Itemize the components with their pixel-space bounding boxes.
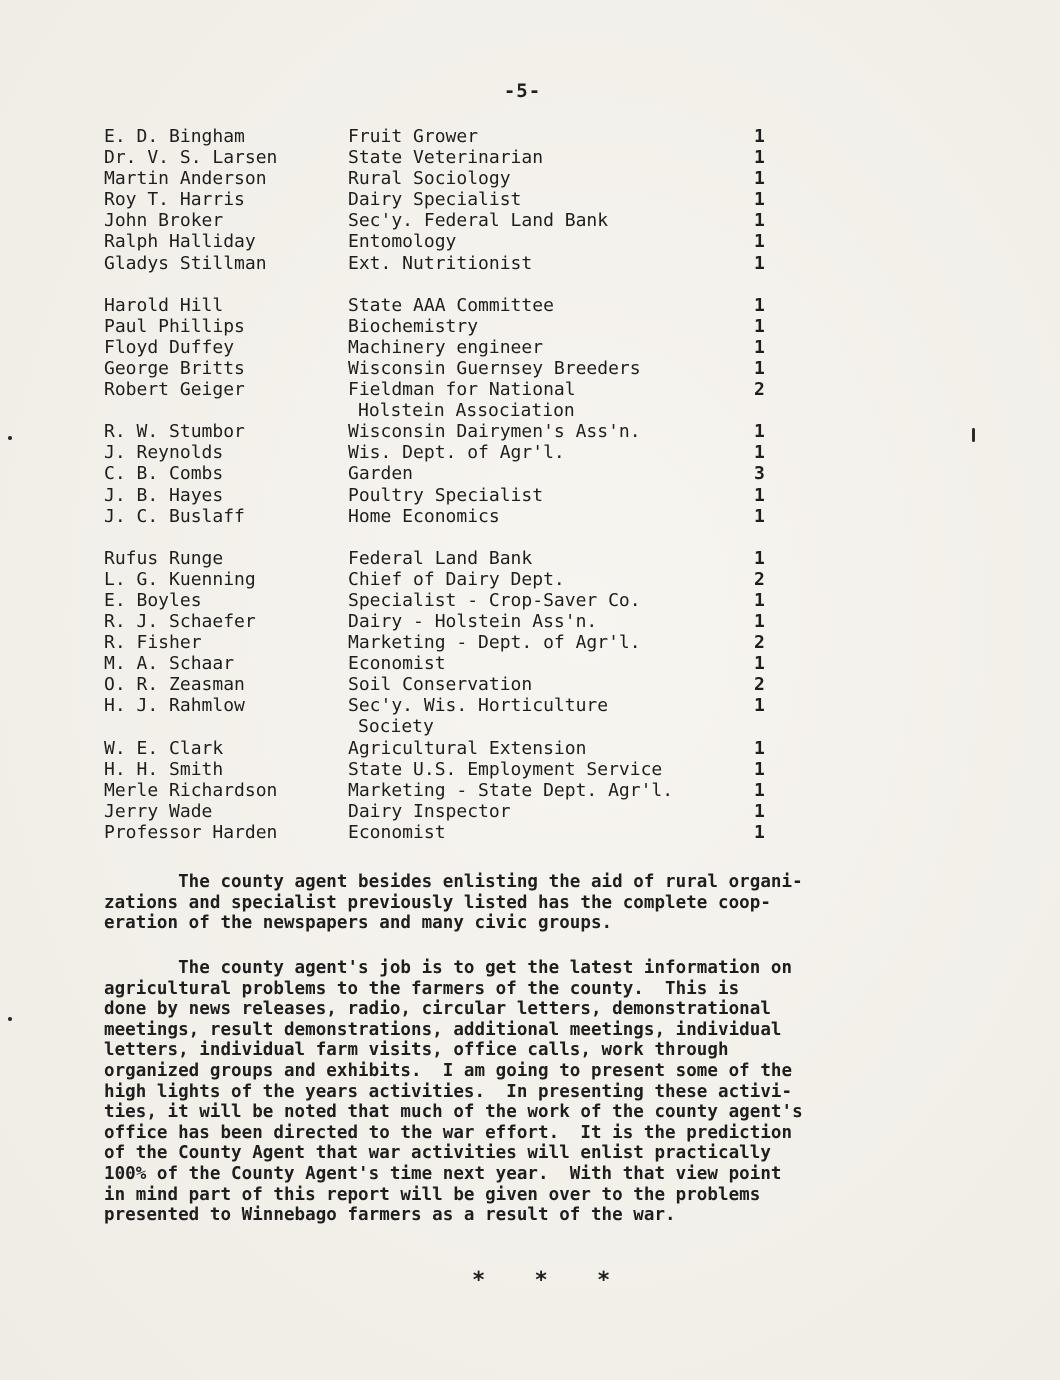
roster-row <box>104 653 784 674</box>
roster-row <box>104 632 784 653</box>
roster-row <box>104 337 784 358</box>
roster-name: Paul Phillips <box>104 315 245 337</box>
paragraph-line: zations and specialist previously listed has the complete coop- <box>104 892 771 913</box>
roster-row <box>104 695 784 716</box>
roster-row <box>104 231 784 252</box>
roster-count: 1 <box>754 779 765 801</box>
roster-count: 1 <box>754 315 765 337</box>
roster-role: Specialist - Crop-Saver Co. <box>348 589 641 611</box>
roster-row <box>104 590 784 611</box>
roster-count: 1 <box>754 653 765 675</box>
roster-name: George Britts <box>104 357 245 379</box>
roster-count: 3 <box>754 463 765 485</box>
roster-role: Biochemistry <box>348 315 479 337</box>
roster-count: 1 <box>754 505 765 527</box>
roster-count: 1 <box>754 800 765 822</box>
roster-count: 1 <box>754 695 765 717</box>
roster-count: 1 <box>754 484 765 506</box>
roster-row <box>104 548 784 569</box>
roster-role: Soil Conservation <box>348 674 533 696</box>
roster-count: 2 <box>754 632 765 654</box>
paragraph-line: in mind part of this report will be given over to the problems <box>104 1184 761 1205</box>
roster-name: R. W. Stumbor <box>104 421 245 443</box>
roster-count: 2 <box>754 674 765 696</box>
roster-role: Ext. Nutritionist <box>348 252 533 274</box>
roster-name: Merle Richardson <box>104 779 278 801</box>
roster-role: Wisconsin Dairymen's Ass'n. <box>348 421 641 443</box>
roster-name: Harold Hill <box>104 294 224 316</box>
roster-count: 1 <box>754 758 765 780</box>
roster-row <box>104 168 784 189</box>
roster-name: M. A. Schaar <box>104 653 235 675</box>
roster-name: L. G. Kuenning <box>104 568 256 590</box>
roster-row <box>104 716 784 737</box>
roster-name: Ralph Halliday <box>104 231 256 253</box>
roster-role: Fieldman for National <box>348 379 576 401</box>
roster-role: Economist <box>348 653 446 675</box>
roster-row <box>104 442 784 463</box>
roster-name: Gladys Stillman <box>104 252 267 274</box>
scan-speck <box>972 428 975 442</box>
roster-name: Professor Harden <box>104 821 278 843</box>
roster-role: Wisconsin Guernsey Breeders <box>348 357 641 379</box>
paragraph-line: organized groups and exhibits. I am going to present some of the <box>104 1060 793 1081</box>
paragraph-line: letters, individual farm visits, office calls, work through <box>104 1040 729 1061</box>
roster-role: Marketing - Dept. of Agr'l. <box>348 632 641 654</box>
roster-row <box>104 738 784 759</box>
roster-count: 1 <box>754 189 765 211</box>
roster-count: 1 <box>754 589 765 611</box>
roster-role: Poultry Specialist <box>348 484 544 506</box>
section-separator: * * * <box>472 1268 629 1293</box>
roster-name: John Broker <box>104 210 224 232</box>
roster-row <box>104 210 784 231</box>
roster-role: State AAA Committee <box>348 294 554 316</box>
roster-name: Jerry Wade <box>104 800 213 822</box>
paragraph-line: The county agent besides enlisting the aid of rural organi- <box>104 872 803 892</box>
roster-row <box>104 189 784 210</box>
roster-count: 1 <box>754 421 765 443</box>
roster-row <box>104 780 784 801</box>
paragraph-line: done by news releases, radio, circular letters, demonstrational <box>104 999 771 1020</box>
roster-count: 1 <box>754 147 765 169</box>
roster-row <box>104 379 784 400</box>
roster-row <box>104 822 784 843</box>
roster-name: R. Fisher <box>104 632 202 654</box>
roster-name: E. Boyles <box>104 589 202 611</box>
roster-role: Machinery engineer <box>348 336 544 358</box>
roster-role: Dairy - Holstein Ass'n. <box>348 610 598 632</box>
roster-count: 1 <box>754 357 765 379</box>
roster-row <box>104 421 784 442</box>
roster-row <box>104 801 784 822</box>
roster-name: J. B. Hayes <box>104 484 224 506</box>
roster-count: 2 <box>754 568 765 590</box>
roster-row <box>104 611 784 632</box>
paragraph-line: presented to Winnebago farmers as a result of the war. <box>104 1205 676 1226</box>
page-number: -5- <box>503 80 542 102</box>
roster-role: Sec'y. Federal Land Bank <box>348 210 609 232</box>
roster-role: Garden <box>348 463 414 485</box>
roster-row <box>104 316 784 337</box>
roster-name: Dr. V. S. Larsen <box>104 147 278 169</box>
paragraph-line: of the County Agent that war activities will enlist practically <box>104 1143 771 1164</box>
roster-row <box>104 126 784 147</box>
roster-role: Marketing - State Dept. Agr'l. <box>348 779 674 801</box>
paragraph-line: agricultural problems to the farmers of the county. This is <box>104 978 740 999</box>
paragraph-line: high lights of the years activities. In presenting these activi- <box>104 1081 793 1102</box>
roster-row <box>104 506 784 527</box>
roster-name: J. Reynolds <box>104 442 224 464</box>
paragraph-county-agent-job <box>104 958 954 1226</box>
roster-count: 1 <box>754 252 765 274</box>
roster-row <box>104 485 784 506</box>
roster-name: W. E. Clark <box>104 737 224 759</box>
roster-count: 1 <box>754 610 765 632</box>
roster-count: 1 <box>754 336 765 358</box>
roster-count: 1 <box>754 210 765 232</box>
roster-count: 1 <box>754 126 765 147</box>
roster-role: Fruit Grower <box>348 126 479 147</box>
roster-name: J. C. Buslaff <box>104 505 245 527</box>
roster-role: Agricultural Extension <box>348 737 587 759</box>
roster-name: E. D. Bingham <box>104 126 245 147</box>
roster-role: Society <box>358 716 434 738</box>
roster-role: State U.S. Employment Service <box>348 758 663 780</box>
roster-role: Economist <box>348 821 446 843</box>
roster-row <box>104 674 784 695</box>
roster-name: H. J. Rahmlow <box>104 695 245 717</box>
roster-count: 1 <box>754 294 765 316</box>
roster-name: Martin Anderson <box>104 168 267 190</box>
roster-name: R. J. Schaefer <box>104 610 256 632</box>
roster-role: State Veterinarian <box>348 147 544 169</box>
scan-speck <box>8 1017 12 1021</box>
roster-row <box>104 253 784 274</box>
roster-name: Robert Geiger <box>104 379 245 401</box>
specialist-roster <box>104 126 784 843</box>
roster-name: Floyd Duffey <box>104 336 235 358</box>
roster-row <box>104 759 784 780</box>
roster-count: 1 <box>754 442 765 464</box>
scan-speck <box>8 436 12 440</box>
roster-row <box>104 295 784 316</box>
roster-row <box>104 463 784 484</box>
paragraph-line: meetings, result demonstrations, additional meetings, individual <box>104 1019 782 1040</box>
roster-role: Dairy Specialist <box>348 189 522 211</box>
paragraph-line: office has been directed to the war effort. It is the prediction <box>104 1122 793 1143</box>
roster-name: H. H. Smith <box>104 758 224 780</box>
roster-name: O. R. Zeasman <box>104 674 245 696</box>
paragraph-line: 100% of the County Agent's time next year. With that view point <box>104 1163 782 1184</box>
paragraph-line: ties, it will be noted that much of the work of the county agent's <box>104 1102 803 1123</box>
roster-row <box>104 569 784 590</box>
paragraph-line: eration of the newspapers and many civic groups. <box>104 913 613 934</box>
roster-role: Federal Land Bank <box>348 547 533 569</box>
roster-name: Roy T. Harris <box>104 189 245 211</box>
roster-role: Rural Sociology <box>348 168 511 190</box>
roster-role: Home Economics <box>348 505 500 527</box>
roster-count: 1 <box>754 737 765 759</box>
roster-count: 1 <box>754 231 765 253</box>
roster-row <box>104 358 784 379</box>
paragraph-cooperation <box>104 872 954 934</box>
roster-count: 2 <box>754 379 765 401</box>
roster-role: Wis. Dept. of Agr'l. <box>348 442 565 464</box>
roster-role: Sec'y. Wis. Horticulture <box>348 695 609 717</box>
roster-row <box>104 400 784 421</box>
roster-name: C. B. Combs <box>104 463 224 485</box>
roster-role: Chief of Dairy Dept. <box>348 568 565 590</box>
roster-count: 1 <box>754 547 765 569</box>
roster-row <box>104 147 784 168</box>
roster-role: Entomology <box>348 231 457 253</box>
roster-role: Holstein Association <box>358 400 575 422</box>
roster-name: Rufus Runge <box>104 547 224 569</box>
roster-count: 1 <box>754 821 765 843</box>
roster-role: Dairy Inspector <box>348 800 511 822</box>
paragraph-line: The county agent's job is to get the latest information on <box>104 958 793 978</box>
roster-count: 1 <box>754 168 765 190</box>
